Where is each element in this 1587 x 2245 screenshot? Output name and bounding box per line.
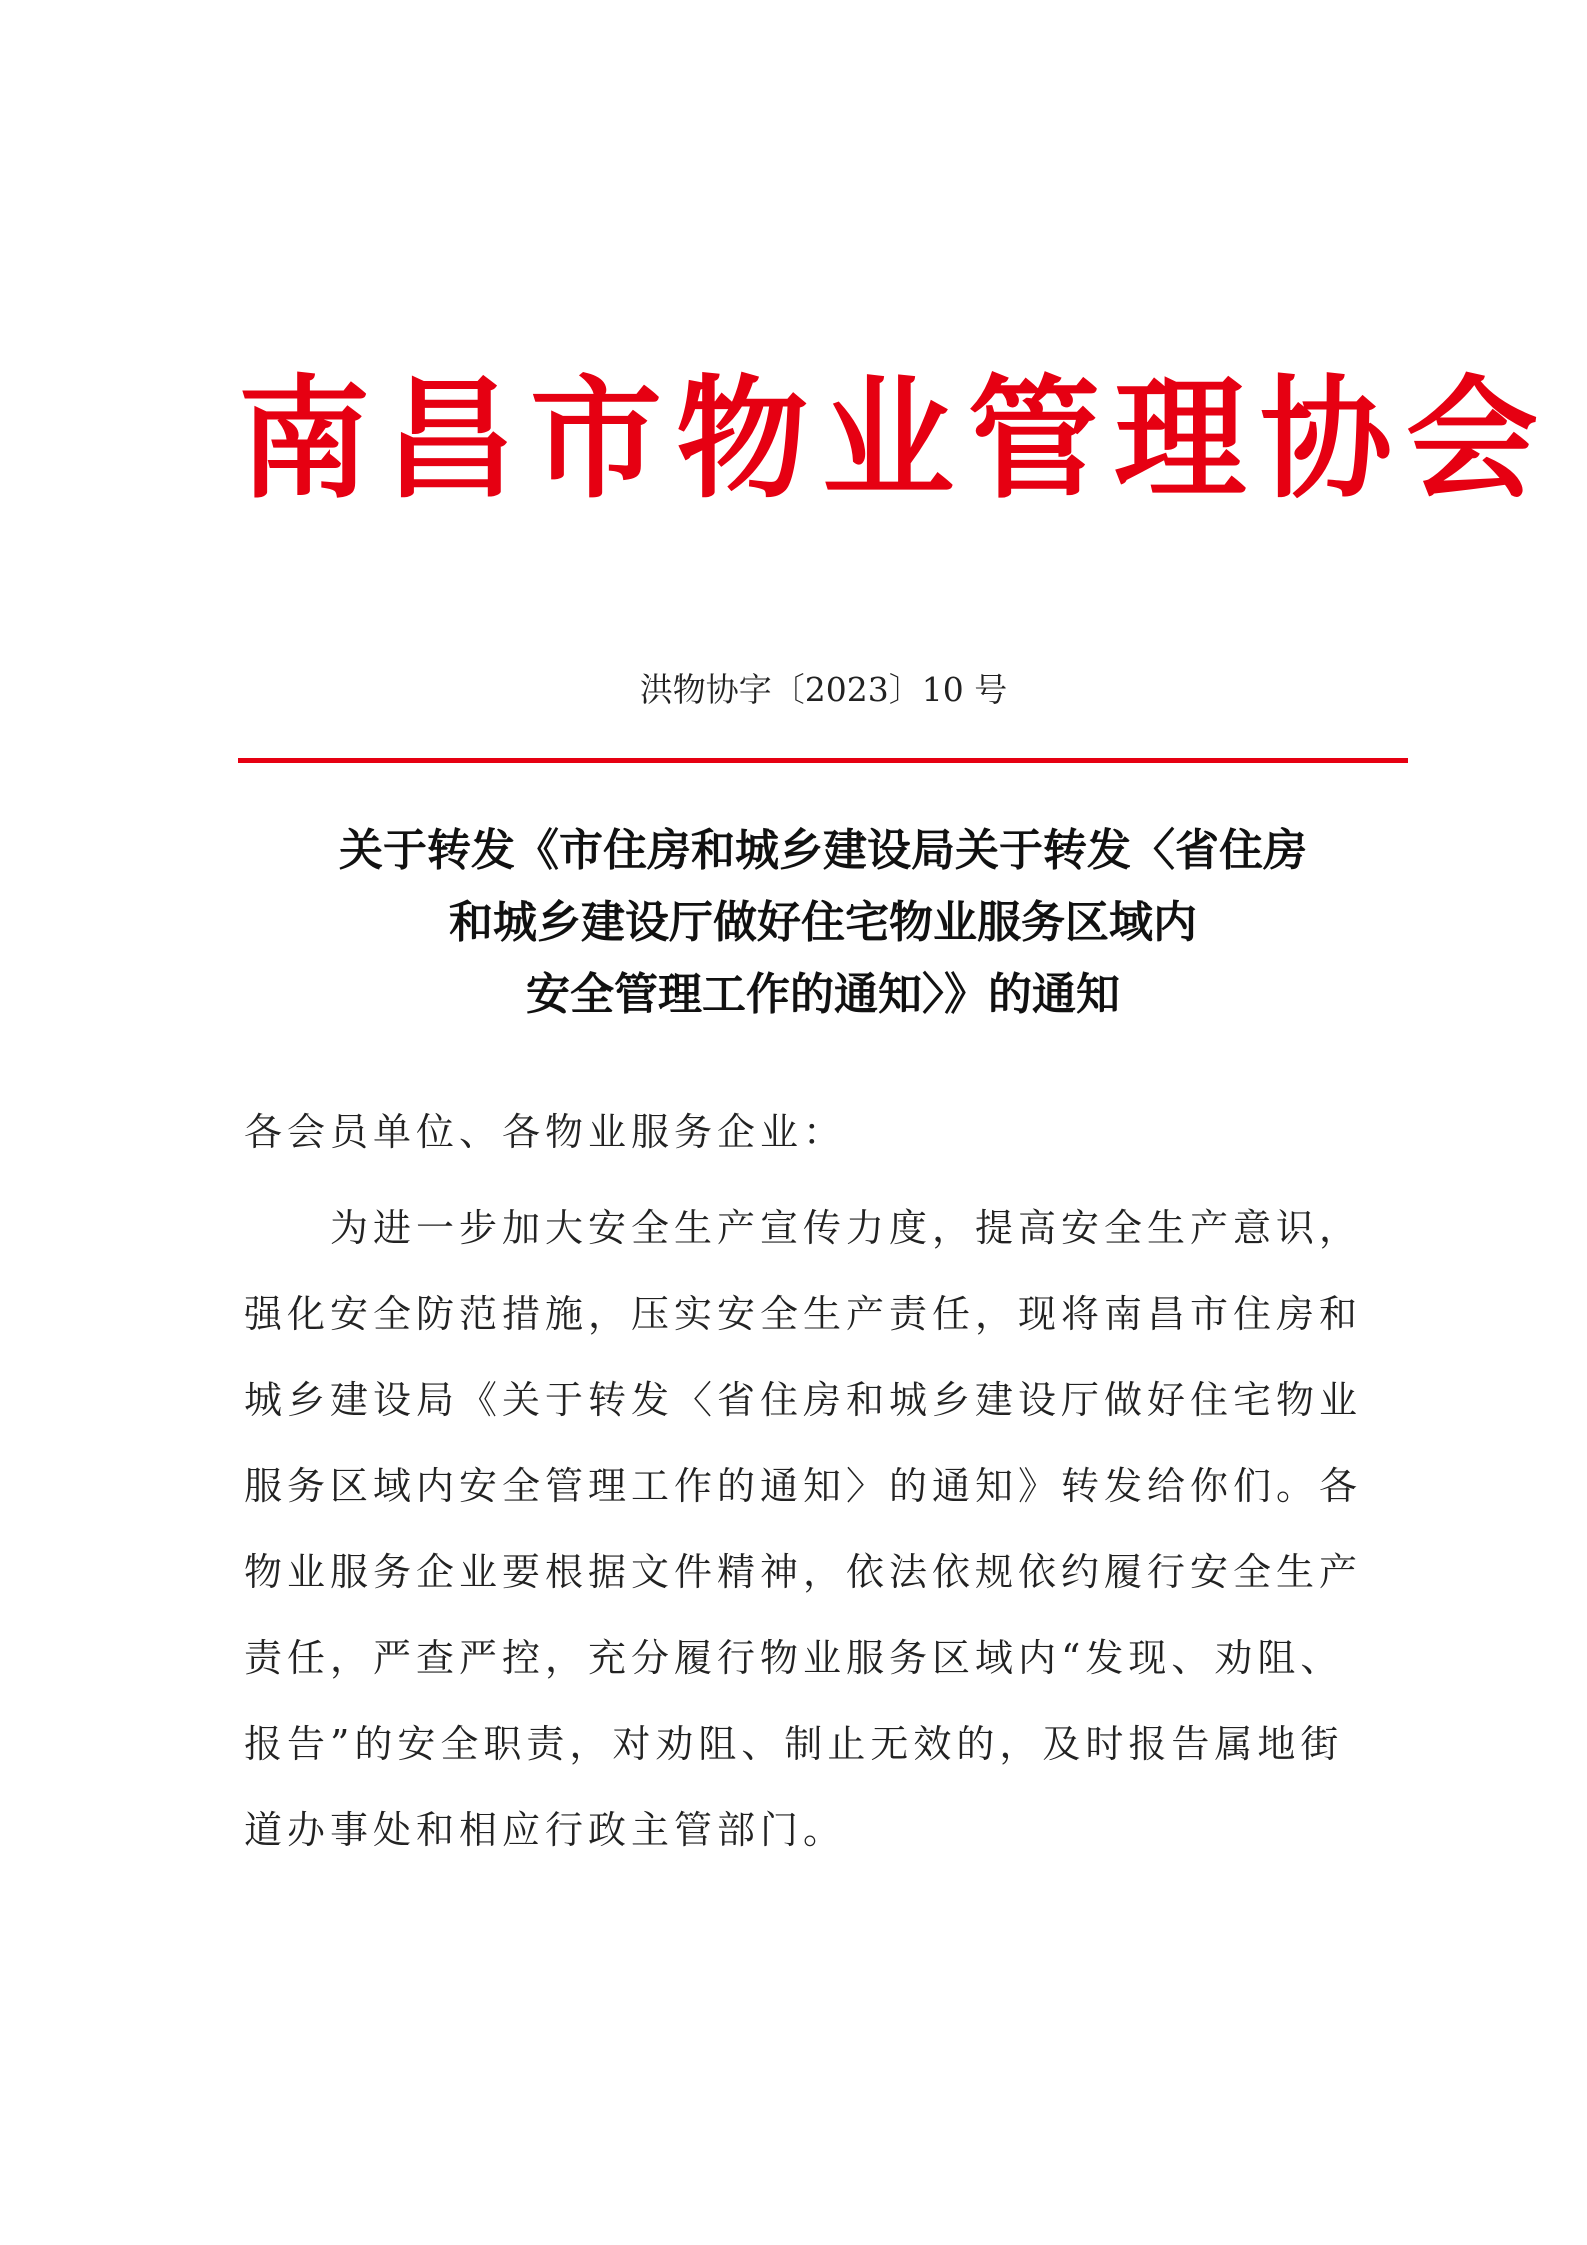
document-title: [238, 815, 1408, 1031]
title-line: 安全管理工作的通知〉》的通知: [526, 969, 1120, 1020]
document-number: 洪物协字〔2023〕10 号: [639, 670, 1008, 709]
title-line: 和城乡建设厅做好住宅物业服务区域内: [449, 897, 1197, 948]
body-line: 物业服务企业要根据文件精神，依法依规依约履行安全生产: [244, 1550, 1363, 1594]
body-line: 道办事处和相应行政主管部门。: [244, 1808, 847, 1852]
body-line: 服务区域内安全管理工作的通知〉的通知》转发给你们。各: [244, 1464, 1363, 1508]
issuing-organization-header: 南昌市物业管理协会: [238, 363, 1552, 517]
body-line: 责任，严查严控，充分履行物业服务区域内“发现、劝阻、: [244, 1636, 1344, 1680]
red-divider-line: [238, 758, 1408, 763]
body-paragraph: [244, 1185, 1404, 1873]
body-line: 城乡建设局《关于转发〈省住房和城乡建设厅做好住宅物业: [244, 1378, 1363, 1422]
salutation: 各会员单位、各物业服务企业：: [244, 1110, 847, 1154]
title-line: 关于转发《市住房和城乡建设局关于转发〈省住房: [339, 825, 1307, 876]
body-line: 为进一步加大安全生产宣传力度，提高安全生产意识，: [330, 1206, 1363, 1250]
body-line: 强化安全防范措施，压实安全生产责任，现将南昌市住房和: [244, 1292, 1363, 1336]
body-line: 报告”的安全职责，对劝阻、制止无效的，及时报告属地街: [244, 1722, 1344, 1766]
